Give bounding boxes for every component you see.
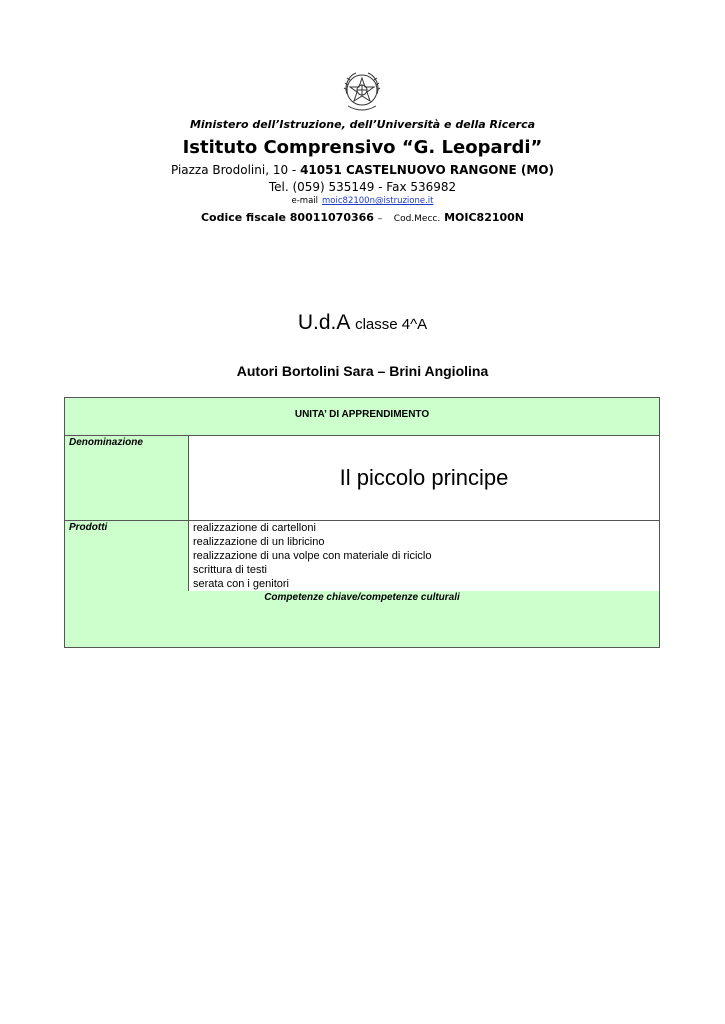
list-item: realizzazione di cartelloni [193, 522, 316, 534]
codes-separator: – [377, 214, 383, 224]
phone-fax: Tel. (059) 535149 - Fax 536982 [268, 180, 457, 194]
learning-unit-table [64, 397, 660, 648]
mecc-label: Cod.Mecc. [393, 214, 441, 224]
italian-republic-emblem-icon [338, 66, 386, 116]
address-street: Piazza Brodolini, 10 - [170, 163, 301, 177]
list-item: serata con i genitori [193, 578, 289, 590]
authors: Autori Bortolini Sara – Brini Angiolina [236, 363, 489, 379]
uda-title [0, 311, 725, 335]
email-line [0, 196, 725, 206]
mecc-code: MOIC82100N [444, 211, 525, 224]
list-item: scrittura di testi [193, 564, 267, 576]
list-item: realizzazione di un libricino [193, 536, 325, 548]
address-city: 41051 CASTELNUOVO RANGONE (MO) [300, 163, 555, 177]
school-address [0, 163, 725, 177]
competenze-heading: Competenze chiave/competenze culturali [264, 592, 460, 603]
prodotti-label: Prodotti [69, 522, 108, 533]
codes-line [0, 211, 725, 224]
email-link[interactable]: moic82100n@istruzione.it [322, 196, 434, 206]
denominazione-label: Denominazione [69, 437, 143, 448]
ministry-line: Ministero dell’Istruzione, dell’Università e della Ricerca [189, 118, 536, 131]
email-label: e-mail [291, 196, 319, 206]
uda-label: U.d.A [297, 311, 350, 334]
list-item: realizzazione di una volpe con materiale di riciclo [193, 550, 432, 562]
prodotti-list [193, 521, 431, 591]
fiscal-code: Codice fiscale 80011070366 [200, 211, 374, 224]
class-label: classe 4^A [355, 316, 428, 333]
school-name: Istituto Comprensivo “G. Leopardi” [182, 137, 543, 158]
unit-title: Il piccolo principe [339, 465, 509, 490]
table-title: UNITA’ DI APPRENDIMENTO [294, 409, 430, 420]
